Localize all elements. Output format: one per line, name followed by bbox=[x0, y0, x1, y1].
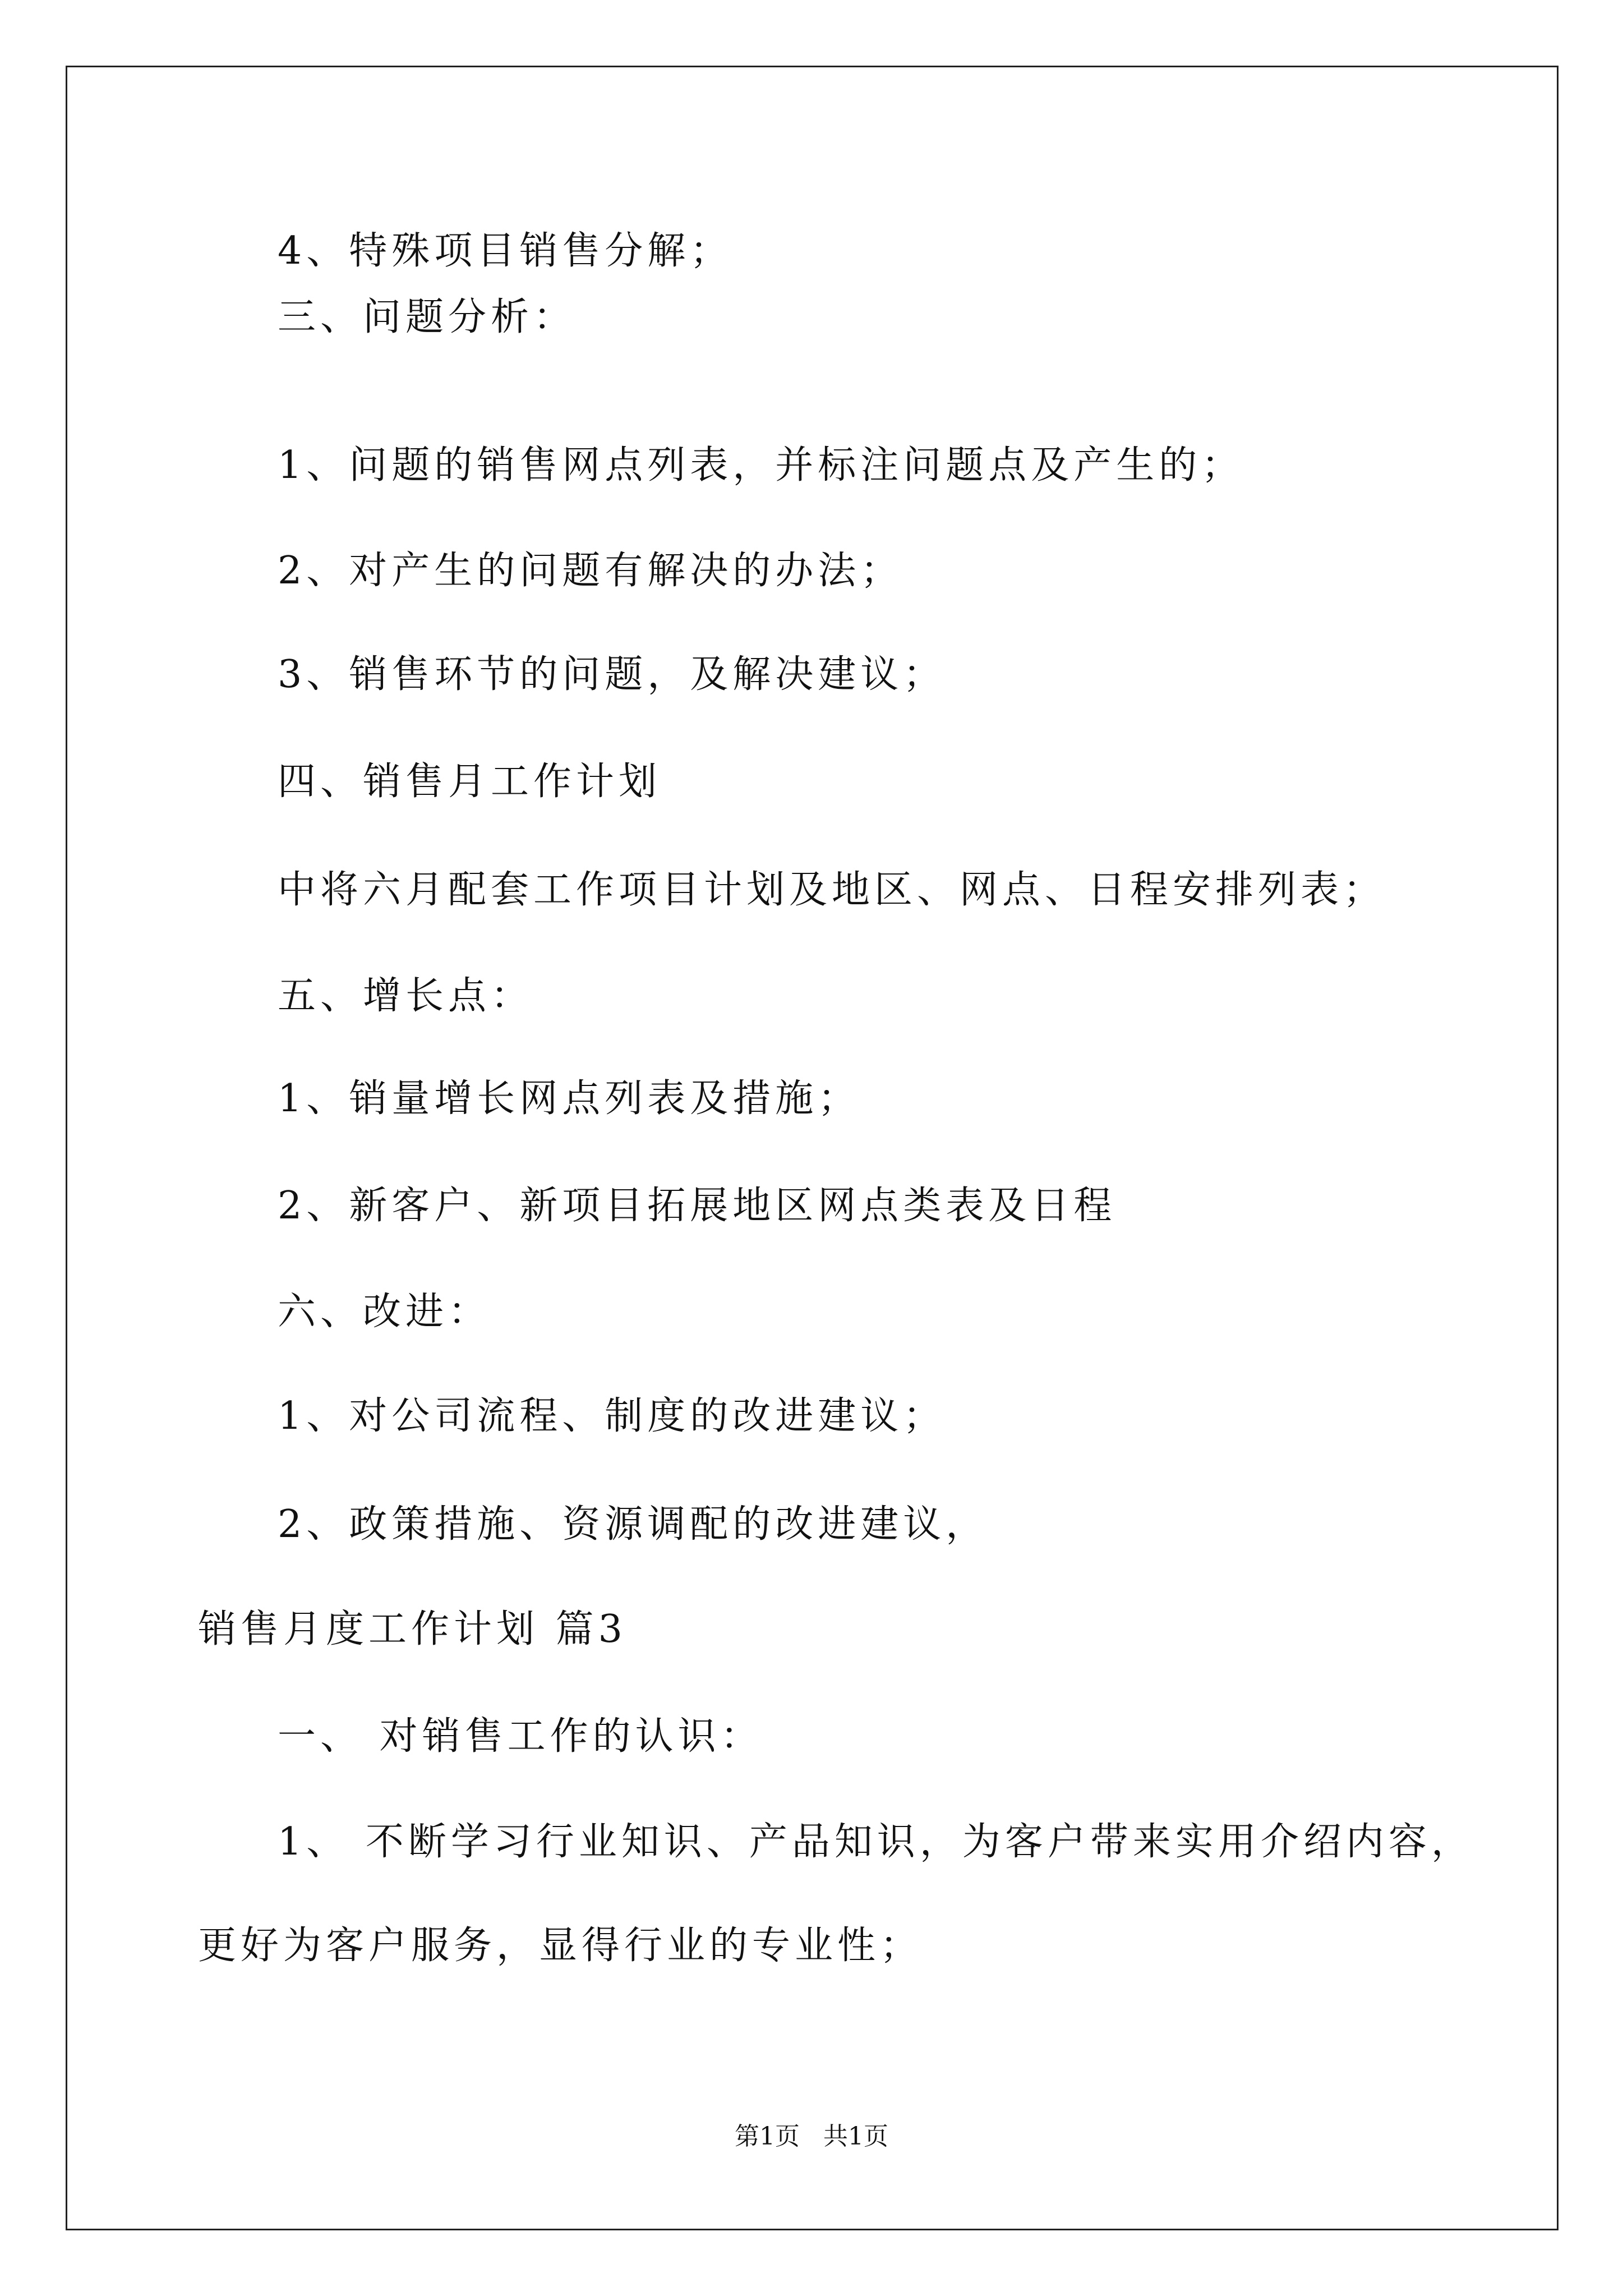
paragraph-line: 3、销售环节的问题，及解决建议； bbox=[278, 652, 946, 697]
section-heading: 一、 对销售工作的认识： bbox=[278, 1714, 763, 1759]
paragraph-line: 中将六月配套工作项目计划及地区、网点、日程安排列表； bbox=[278, 868, 1386, 912]
paragraph-line: 1、对公司流程、制度的改进建议； bbox=[278, 1394, 946, 1438]
paragraph-line: 2、政策措施、资源调配的改进建议， bbox=[278, 1502, 989, 1547]
article-title: 销售月度工作计划 篇3 bbox=[198, 1607, 627, 1651]
paragraph-line: 1、问题的销售网点列表，并标注问题点及产生的； bbox=[278, 443, 1244, 487]
section-heading: 四、销售月工作计划 bbox=[278, 760, 662, 804]
paragraph-line: 1、销量增长网点列表及措施； bbox=[278, 1076, 861, 1121]
paragraph-line: 更好为客户服务，显得行业的专业性； bbox=[198, 1924, 923, 1968]
section-heading: 六、改进： bbox=[278, 1290, 491, 1334]
page-border bbox=[66, 66, 1559, 2230]
paragraph-line: 4、特殊项目销售分解； bbox=[278, 229, 733, 273]
section-heading: 五、增长点： bbox=[278, 974, 534, 1018]
section-heading: 三、问题分析： bbox=[278, 295, 577, 339]
paragraph-line: 2、对产生的问题有解决的办法； bbox=[278, 549, 903, 593]
page-number-footer: 第1页 共1页 bbox=[735, 2122, 888, 2151]
paragraph-line: 1、 不断学习行业知识、产品知识，为客户带来实用介绍内容， bbox=[278, 1820, 1474, 1864]
paragraph-line: 2、新客户、新项目拓展地区网点类表及日程 bbox=[278, 1184, 1117, 1228]
